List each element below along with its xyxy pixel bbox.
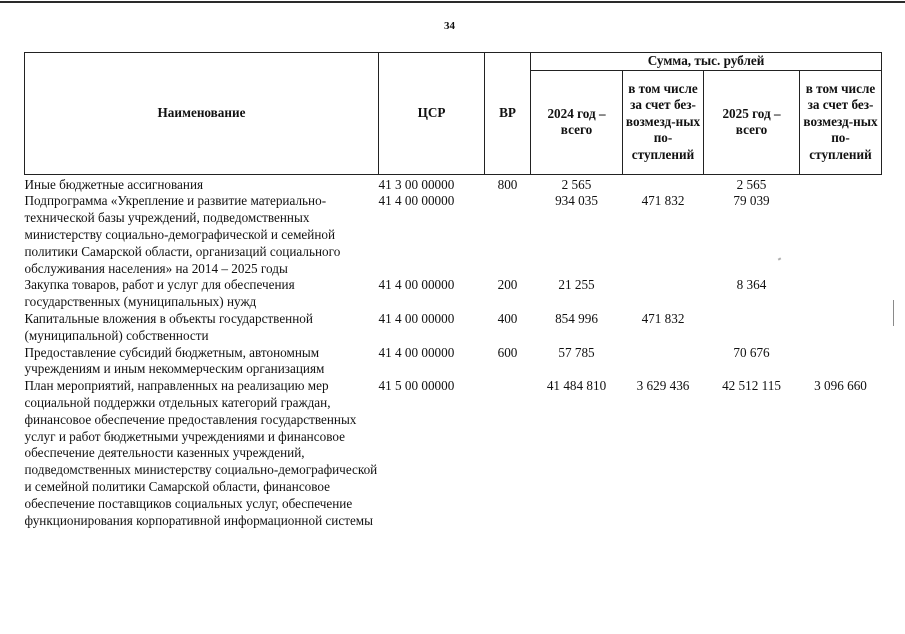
header-2024-total: 2024 год – всего: [531, 70, 623, 174]
table-header: [25, 53, 882, 175]
row-vr: 400: [497, 310, 518, 326]
table-row: [25, 193, 882, 277]
row-2025-total: 42 512 115: [722, 378, 781, 394]
row-2024-free: 471 832: [641, 310, 685, 326]
row-2024-free: 3 629 436: [636, 378, 690, 394]
row-csr: 41 4 00 00000: [378, 344, 455, 360]
budget-table: [24, 52, 882, 529]
row-name: Подпрограмма «Укрепление и развитие материально-технической базы учреждений, подведомственных министерству социально-демографической и семейной политики Самарской области, организаций социального обслуживания населения» на 2014 – 2025 годы: [24, 193, 341, 276]
scan-edge-mark: [893, 300, 894, 326]
header-2025-total: 2025 год – всего: [704, 70, 800, 174]
table-row: [25, 345, 882, 379]
row-csr: 41 5 00 00000: [378, 378, 455, 394]
row-2025-free: [800, 193, 882, 277]
row-name: Предоставление субсидий бюджетным, автономным учреждениям и иным некоммерческим организациям: [24, 344, 325, 377]
row-2025-free: [800, 277, 882, 311]
row-csr: 41 3 00 00000: [378, 176, 455, 192]
row-2025-total: 8 364: [736, 277, 767, 293]
row-csr: 41 4 00 00000: [378, 310, 455, 326]
header-2025-free: в том числе за счет без-возмезд-ных по-ступлений: [800, 70, 882, 174]
page-number: 34: [444, 20, 455, 32]
row-csr: 41 4 00 00000: [378, 193, 455, 209]
row-vr: [485, 378, 531, 529]
row-2024-total: 854 996: [555, 310, 598, 326]
row-2025-total: 79 039: [733, 193, 770, 209]
row-2025-free: [800, 311, 882, 345]
header-name: Наименование: [25, 53, 379, 175]
row-vr: [485, 193, 531, 277]
row-2024-total: 41 484 810: [546, 378, 607, 394]
row-2024-total: 2 565: [561, 176, 592, 192]
row-vr: 800: [497, 176, 518, 192]
row-2025-total: 70 676: [733, 344, 770, 360]
row-name: План мероприятий, направленных на реализацию мер социальной поддержки отдельных категорий граждан, финансовое обеспечение предоставления государственных услуг и работ бюджетными учреждениями и финансовое обеспечение деятельности казенных учреждений, подведомственных министерству социально-демографической и семейной политики Самарской области, финансовое обеспечение поставщиков социальных услуг, обеспечение функционирования корпоративной информационной системы: [24, 378, 378, 528]
row-2024-free: [623, 277, 704, 311]
row-name: Закупка товаров, работ и услуг для обеспечения государственных (муниципальных) нужд: [24, 277, 295, 310]
row-2025-total: 2 565: [736, 176, 767, 192]
header-2024-free: в том числе за счет без-возмезд-ных по-ступлений: [623, 70, 704, 174]
row-2024-free: [623, 174, 704, 193]
table-row: [25, 378, 882, 529]
row-2025-free: [800, 174, 882, 193]
table-row: [25, 311, 882, 345]
row-2024-total: 934 035: [555, 193, 598, 209]
row-vr: 200: [497, 277, 518, 293]
row-2024-free: [623, 345, 704, 379]
row-2024-free: 471 832: [641, 193, 685, 209]
row-name: Иные бюджетные ассигнования: [24, 176, 204, 192]
header-vr: ВР: [485, 53, 531, 175]
row-vr: 600: [497, 344, 518, 360]
row-2024-total: 21 255: [558, 277, 595, 293]
row-2025-free: 3 096 660: [814, 378, 867, 394]
header-sum-group: Сумма, тыс. рублей: [531, 53, 882, 71]
header-csr: ЦСР: [379, 53, 485, 175]
row-2025-free: [800, 345, 882, 379]
table-row: [25, 174, 882, 193]
row-2025-total: [704, 311, 800, 345]
row-csr: 41 4 00 00000: [378, 277, 455, 293]
row-2024-total: 57 785: [558, 344, 595, 360]
top-border-line: [0, 1, 905, 3]
row-name: Капитальные вложения в объекты государственной (муниципальной) собственности: [24, 310, 313, 343]
table-row: [25, 277, 882, 311]
